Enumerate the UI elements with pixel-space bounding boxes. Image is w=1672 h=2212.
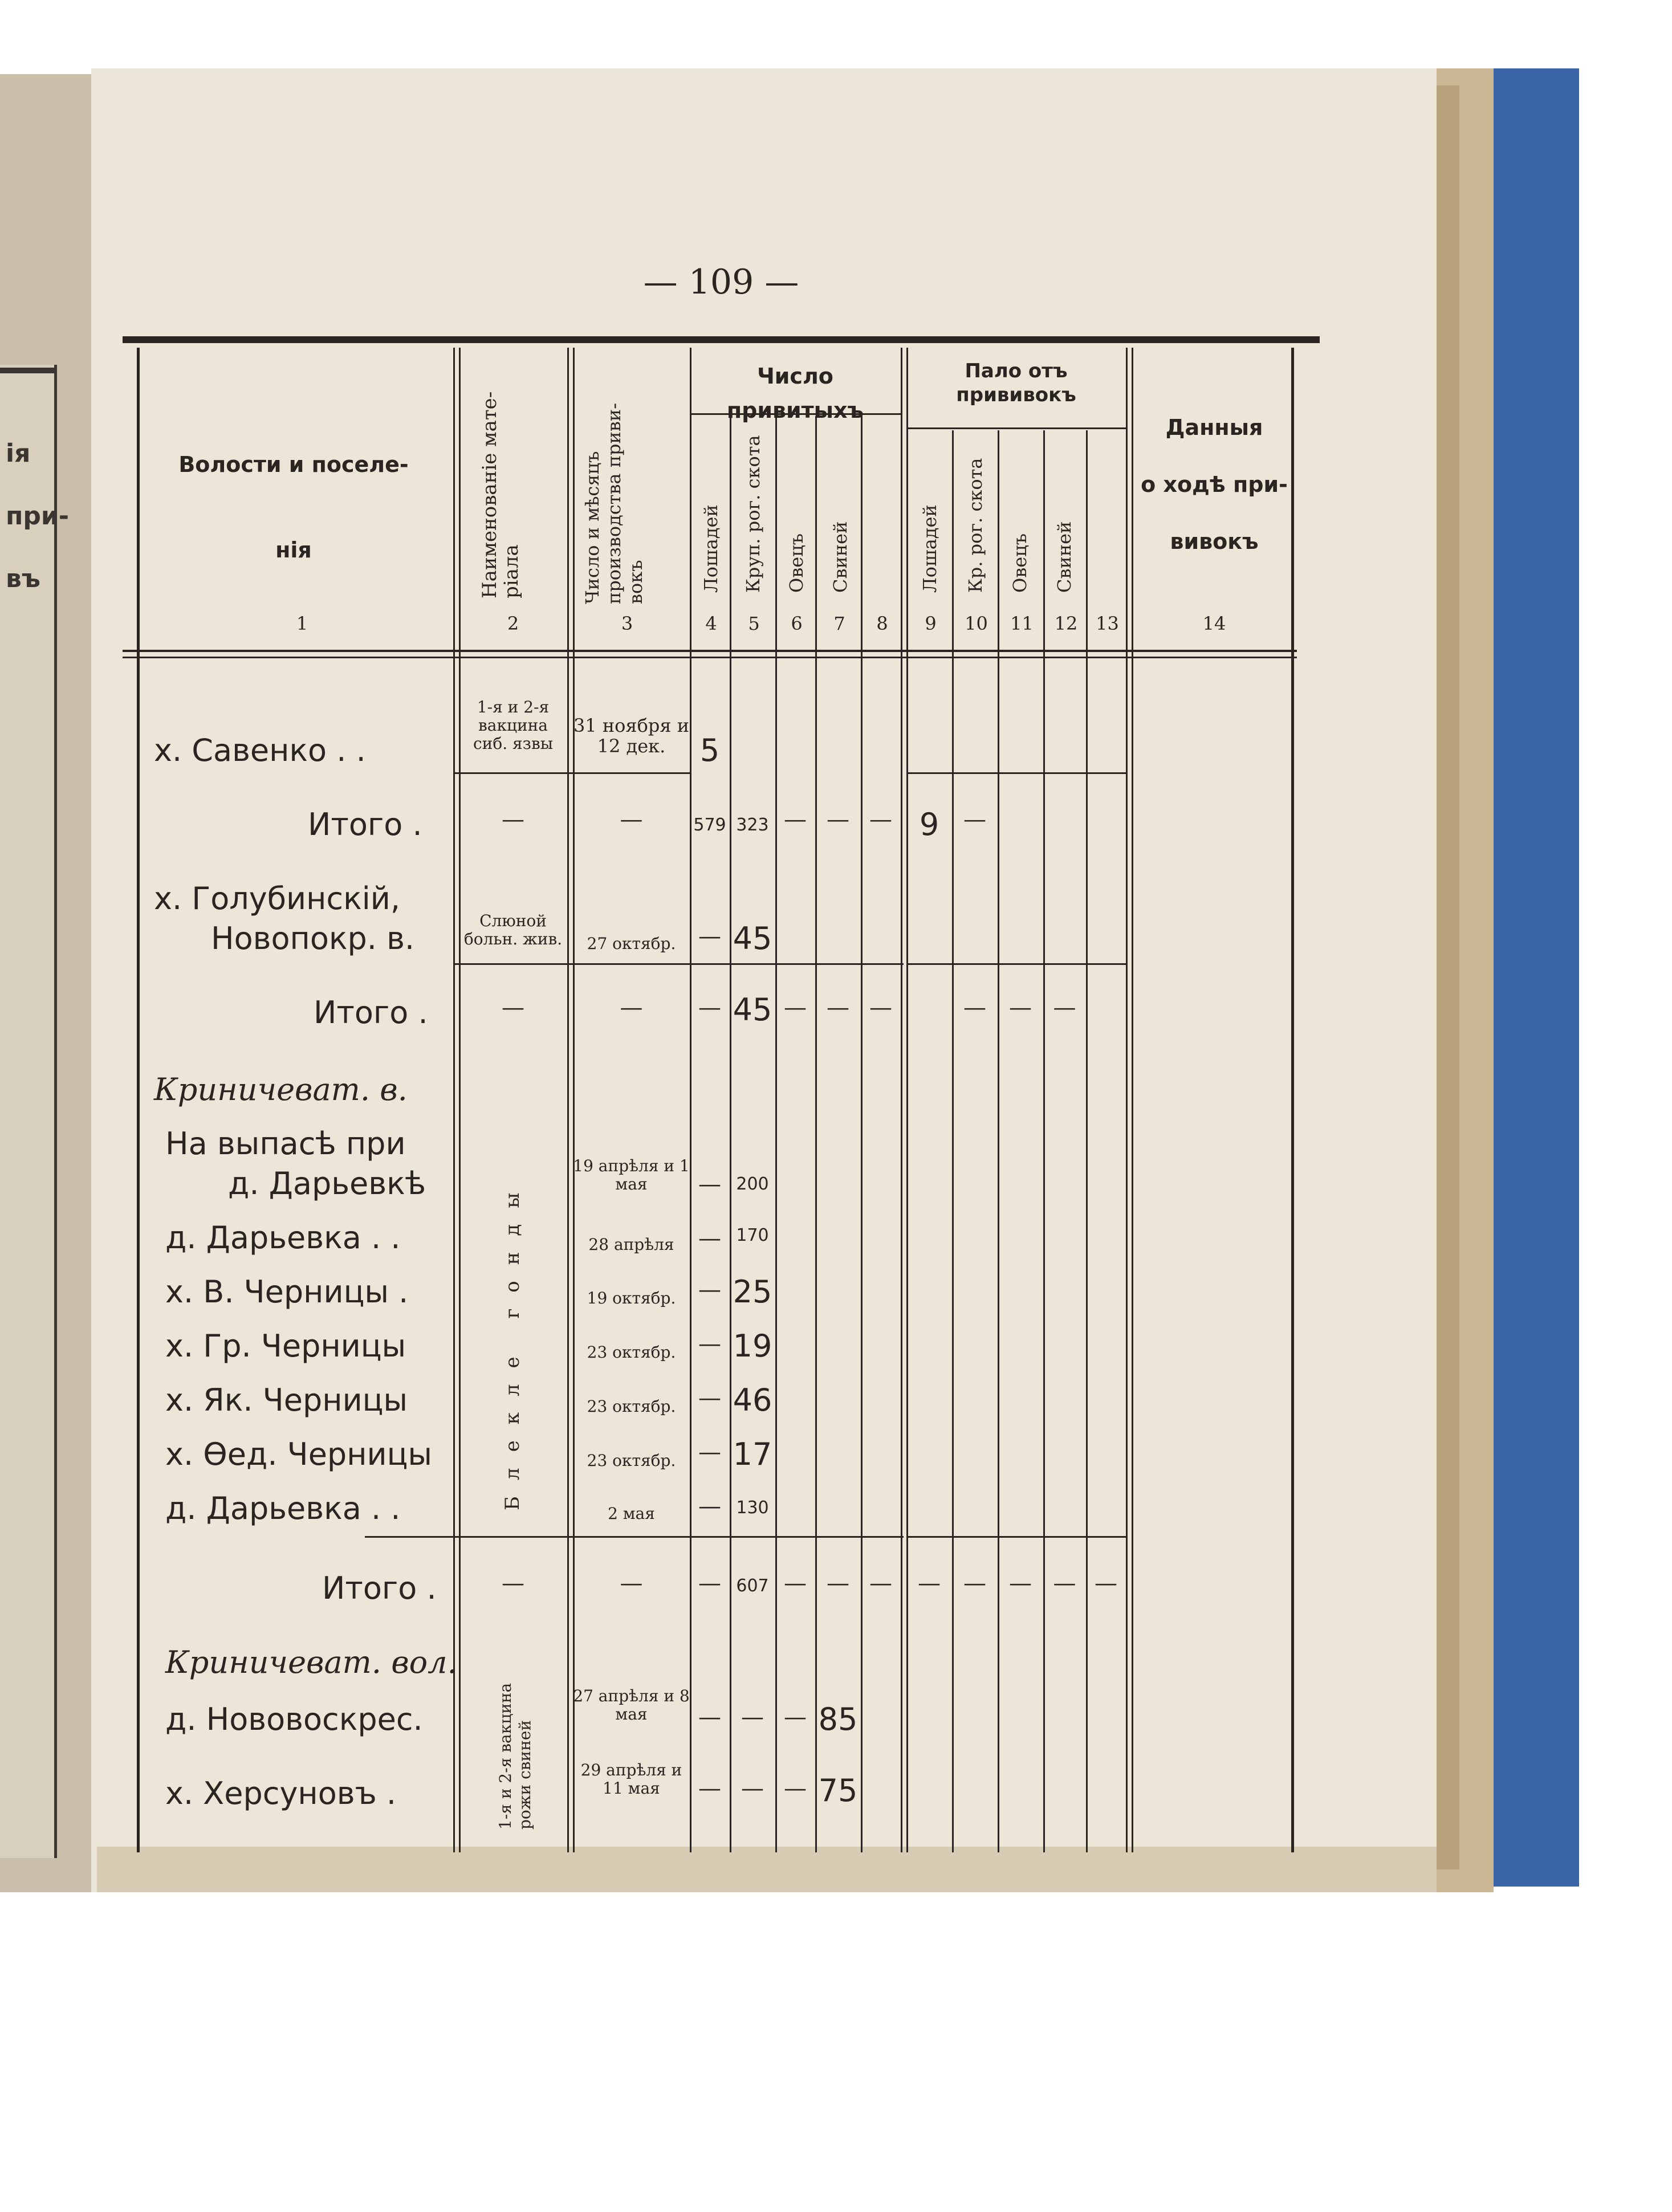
header-col6: Овецъ [786,533,807,593]
col-divider-13b [1132,348,1133,1852]
material-erysipelas-vertical: 1-я и 2-я вакцина рожи свиней [496,1683,534,1830]
row-darievka1-name: д. Дарьевка . . [165,1220,401,1256]
row-total1-dash-col10: — [963,806,986,833]
row-total3-name: Итого . [322,1570,437,1606]
col-number-7: 7 [833,613,845,634]
col-divider-1b [459,348,461,1852]
row-novovoskres-pigs: 85 [818,1701,858,1737]
row-total2-name: Итого . [314,995,428,1030]
row-darievka1-date: 28 апрѣля [588,1235,674,1254]
row-novovoskres-dash-col4: — [698,1704,721,1730]
row-darievka1-dash-col4: — [698,1225,721,1252]
row-total3-dash-col13: — [1095,1570,1117,1596]
row-vypas-cattle: 200 [736,1174,769,1194]
col-divider-8b [906,348,908,1852]
header-col11: Овецъ [1009,533,1031,593]
col-divider-10 [998,430,999,1852]
row-total2-dash-col11: — [1009,995,1032,1021]
row-golubinsky-cattle: 45 [733,920,772,956]
col-number-6: 6 [791,613,803,634]
col-number-13: 13 [1096,613,1119,634]
row-novovoskres-dash-col5: — [741,1704,764,1730]
row-savenko-underline [453,772,690,774]
section-krinichevat-1: Криничеват. в. [154,1072,408,1107]
row-darievka1-cattle: 170 [736,1225,769,1245]
row-novovoskres-name: д. Нововоскрес. [165,1701,423,1737]
row-total3-dash-col9: — [918,1570,941,1596]
row-savenko-horses: 5 [699,732,720,768]
row-total1-horses: 579 [693,815,726,835]
header-col2: Наименованіе мате- ріала [478,391,523,598]
row-grcherny-name: х. Гр. Черницы [165,1328,406,1364]
row-yakcherny-cattle: 46 [733,1382,772,1418]
header-col12: Свиней [1053,521,1075,593]
header-col5: Круп. рог. скота [742,435,764,593]
row-total3-dash-col12: — [1053,1570,1076,1596]
row-fedcherny-cattle: 17 [733,1436,772,1472]
row-darievka2-underline-2 [906,1536,1126,1538]
row-hersunov-pigs: 75 [818,1773,858,1808]
row-grcherny-dash-col4: — [698,1331,721,1357]
row-vcherny-cattle: 25 [733,1274,772,1310]
row-total1-name: Итого . [308,806,422,842]
row-total3-dash-col6: — [784,1570,807,1596]
col-number-11: 11 [1010,613,1034,634]
col-divider-3 [690,348,691,1852]
header-vaccinated-group: Число привитыхъ [726,364,864,423]
row-vypas-name2: д. Дарьевкѣ [228,1166,426,1201]
row-golubinsky-name2: Новопокр. в. [211,920,415,956]
row-total2-cattle: 45 [733,992,772,1028]
row-golubinsky-dash-col4: — [698,923,721,950]
col-number-3: 3 [621,613,633,634]
row-total3-dash-col10: — [963,1570,986,1596]
row-golubinsky-underline [453,963,904,965]
row-total1-dash-col3: — [620,806,643,833]
row-darievka2-dash-col4: — [698,1493,721,1520]
left-fragment-2: при- [6,502,69,531]
row-yakcherny-dash-col4: — [698,1385,721,1411]
top-rule [123,336,1320,343]
col-number-1: 1 [296,613,308,634]
table-left-border [137,348,140,1852]
row-grcherny-date: 23 октябр. [587,1343,676,1362]
row-total2-dash-col6: — [784,995,807,1021]
header-bottom-rule-2 [123,657,1297,658]
row-darievka2-name: д. Дарьевка . . [165,1490,401,1526]
row-golubinsky-underline-2 [906,963,1126,965]
header-col14: Данныя о ходѣ при- вивокъ [1141,415,1288,554]
left-fragment-3: въ [6,564,40,593]
col-divider-12 [1086,430,1088,1852]
row-golubinsky-date: 27 октябр. [587,934,676,953]
header-bottom-rule [123,650,1297,652]
row-hersunov-dash-col6: — [784,1775,807,1802]
row-hersunov-date: 29 апрѣля и 11 мая [580,1761,682,1798]
col-divider-2 [567,348,569,1852]
row-total1-died-horses: 9 [919,806,939,842]
row-total2-dash-col3: — [620,995,643,1021]
row-fedcherny-date: 23 октябр. [587,1451,676,1470]
row-vcherny-dash-col4: — [698,1277,721,1303]
col-number-12: 12 [1054,613,1078,634]
table-right-border [1291,348,1294,1852]
header-col10: Кр. рог. скота [965,458,986,593]
row-vypas-dash-col4: — [698,1171,721,1197]
row-total2-dash-col10: — [963,995,986,1021]
row-total1-dash-col2: — [502,806,524,833]
row-hersunov-name: х. Херсуновъ . [165,1775,397,1811]
col-divider-9 [952,430,954,1852]
died-group-rule [906,427,1126,429]
row-total3-cattle: 607 [736,1576,769,1596]
row-total3-dash-col11: — [1009,1570,1032,1596]
row-golubinsky-material: Слюной больн. жив. [463,911,563,948]
row-yakcherny-name: х. Як. Черницы [165,1382,408,1418]
row-darievka2-date: 2 мая [608,1504,655,1523]
col-divider-6 [815,416,817,1852]
row-novovoskres-dash-col6: — [784,1704,807,1730]
row-total3-dash-col8: — [869,1570,892,1596]
col-divider-2b [573,348,575,1852]
header-died-group: Пало отъ прививокъ [956,360,1076,406]
header-col3: Число и мѣсяцъ производства приви- вокъ [581,402,646,604]
row-total1-dash-col6: — [784,806,807,833]
col-divider-7 [861,416,863,1852]
header-col7: Свиней [829,521,851,593]
row-total1-dash-col8: — [869,806,892,833]
left-fragment-1: ія [6,439,31,468]
row-total2-dash-col4: — [698,995,721,1021]
page-fore-edge [1437,85,1459,1869]
header-col1: Волости и поселе- нія [178,452,409,563]
row-golubinsky-name1: х. Голубинскій, [154,881,400,916]
row-savenko-date: 31 ноября и 12 дек. [573,715,690,757]
row-total3-dash-col3: — [620,1570,643,1596]
row-total2-dash-col12: — [1053,995,1076,1021]
row-hersunov-dash-col4: — [698,1775,721,1802]
row-vypas-name1: На выпасѣ при [165,1126,406,1162]
row-fedcherny-dash-col4: — [698,1439,721,1465]
row-vcherny-date: 19 октябр. [587,1289,676,1307]
row-vcherny-name: х. В. Черницы . [165,1274,409,1310]
material-blackleg-vertical: Блекле гонды [501,1176,524,1510]
col-number-5: 5 [748,613,760,634]
col-number-8: 8 [876,613,888,634]
row-savenko-name: х. Савенко . . [154,732,366,768]
col-divider-5 [775,416,777,1852]
row-savenko-underline-2 [906,772,1126,774]
row-novovoskres-date: 27 апрѣля и 8 мая [573,1687,690,1724]
row-hersunov-dash-col5: — [741,1775,764,1802]
row-vypas-date: 19 апрѣля и 1 мая [573,1156,690,1193]
col-divider-4 [730,416,731,1852]
header-col9: Лошадей [919,504,941,593]
col-divider-1 [453,348,455,1852]
col-number-9: 9 [925,613,937,634]
row-yakcherny-date: 23 октябр. [587,1397,676,1416]
row-total3-dash-col7: — [827,1570,849,1596]
col-divider-11 [1043,430,1045,1852]
row-total1-cattle: 323 [736,815,769,835]
row-total1-dash-col7: — [827,806,849,833]
row-total3-dash-col4: — [698,1570,721,1596]
col-divider-8 [901,348,902,1852]
row-total2-dash-col2: — [502,995,524,1021]
row-savenko-material: 1-я и 2-я вакцина сиб. язвы [473,698,553,753]
row-grcherny-cattle: 19 [733,1328,772,1364]
row-total2-dash-col7: — [827,995,849,1021]
page-number: — 109 — [643,262,799,302]
col-number-4: 4 [705,613,717,634]
col-number-14: 14 [1202,613,1226,634]
col-divider-13 [1126,348,1128,1852]
header-col4: Лошадей [700,504,722,593]
col-number-2: 2 [507,613,519,634]
row-fedcherny-name: х. Ѳед. Черницы [165,1436,432,1472]
page-bottom-shade [97,1847,1437,1892]
left-page-rule [0,368,54,373]
section-krinichevat-2: Криничеват. вол. [165,1644,457,1680]
row-total2-dash-col8: — [869,995,892,1021]
row-darievka2-underline [365,1536,904,1538]
row-darievka2-cattle: 130 [736,1498,769,1518]
col-number-10: 10 [965,613,988,634]
row-total3-dash-col2: — [502,1570,524,1596]
